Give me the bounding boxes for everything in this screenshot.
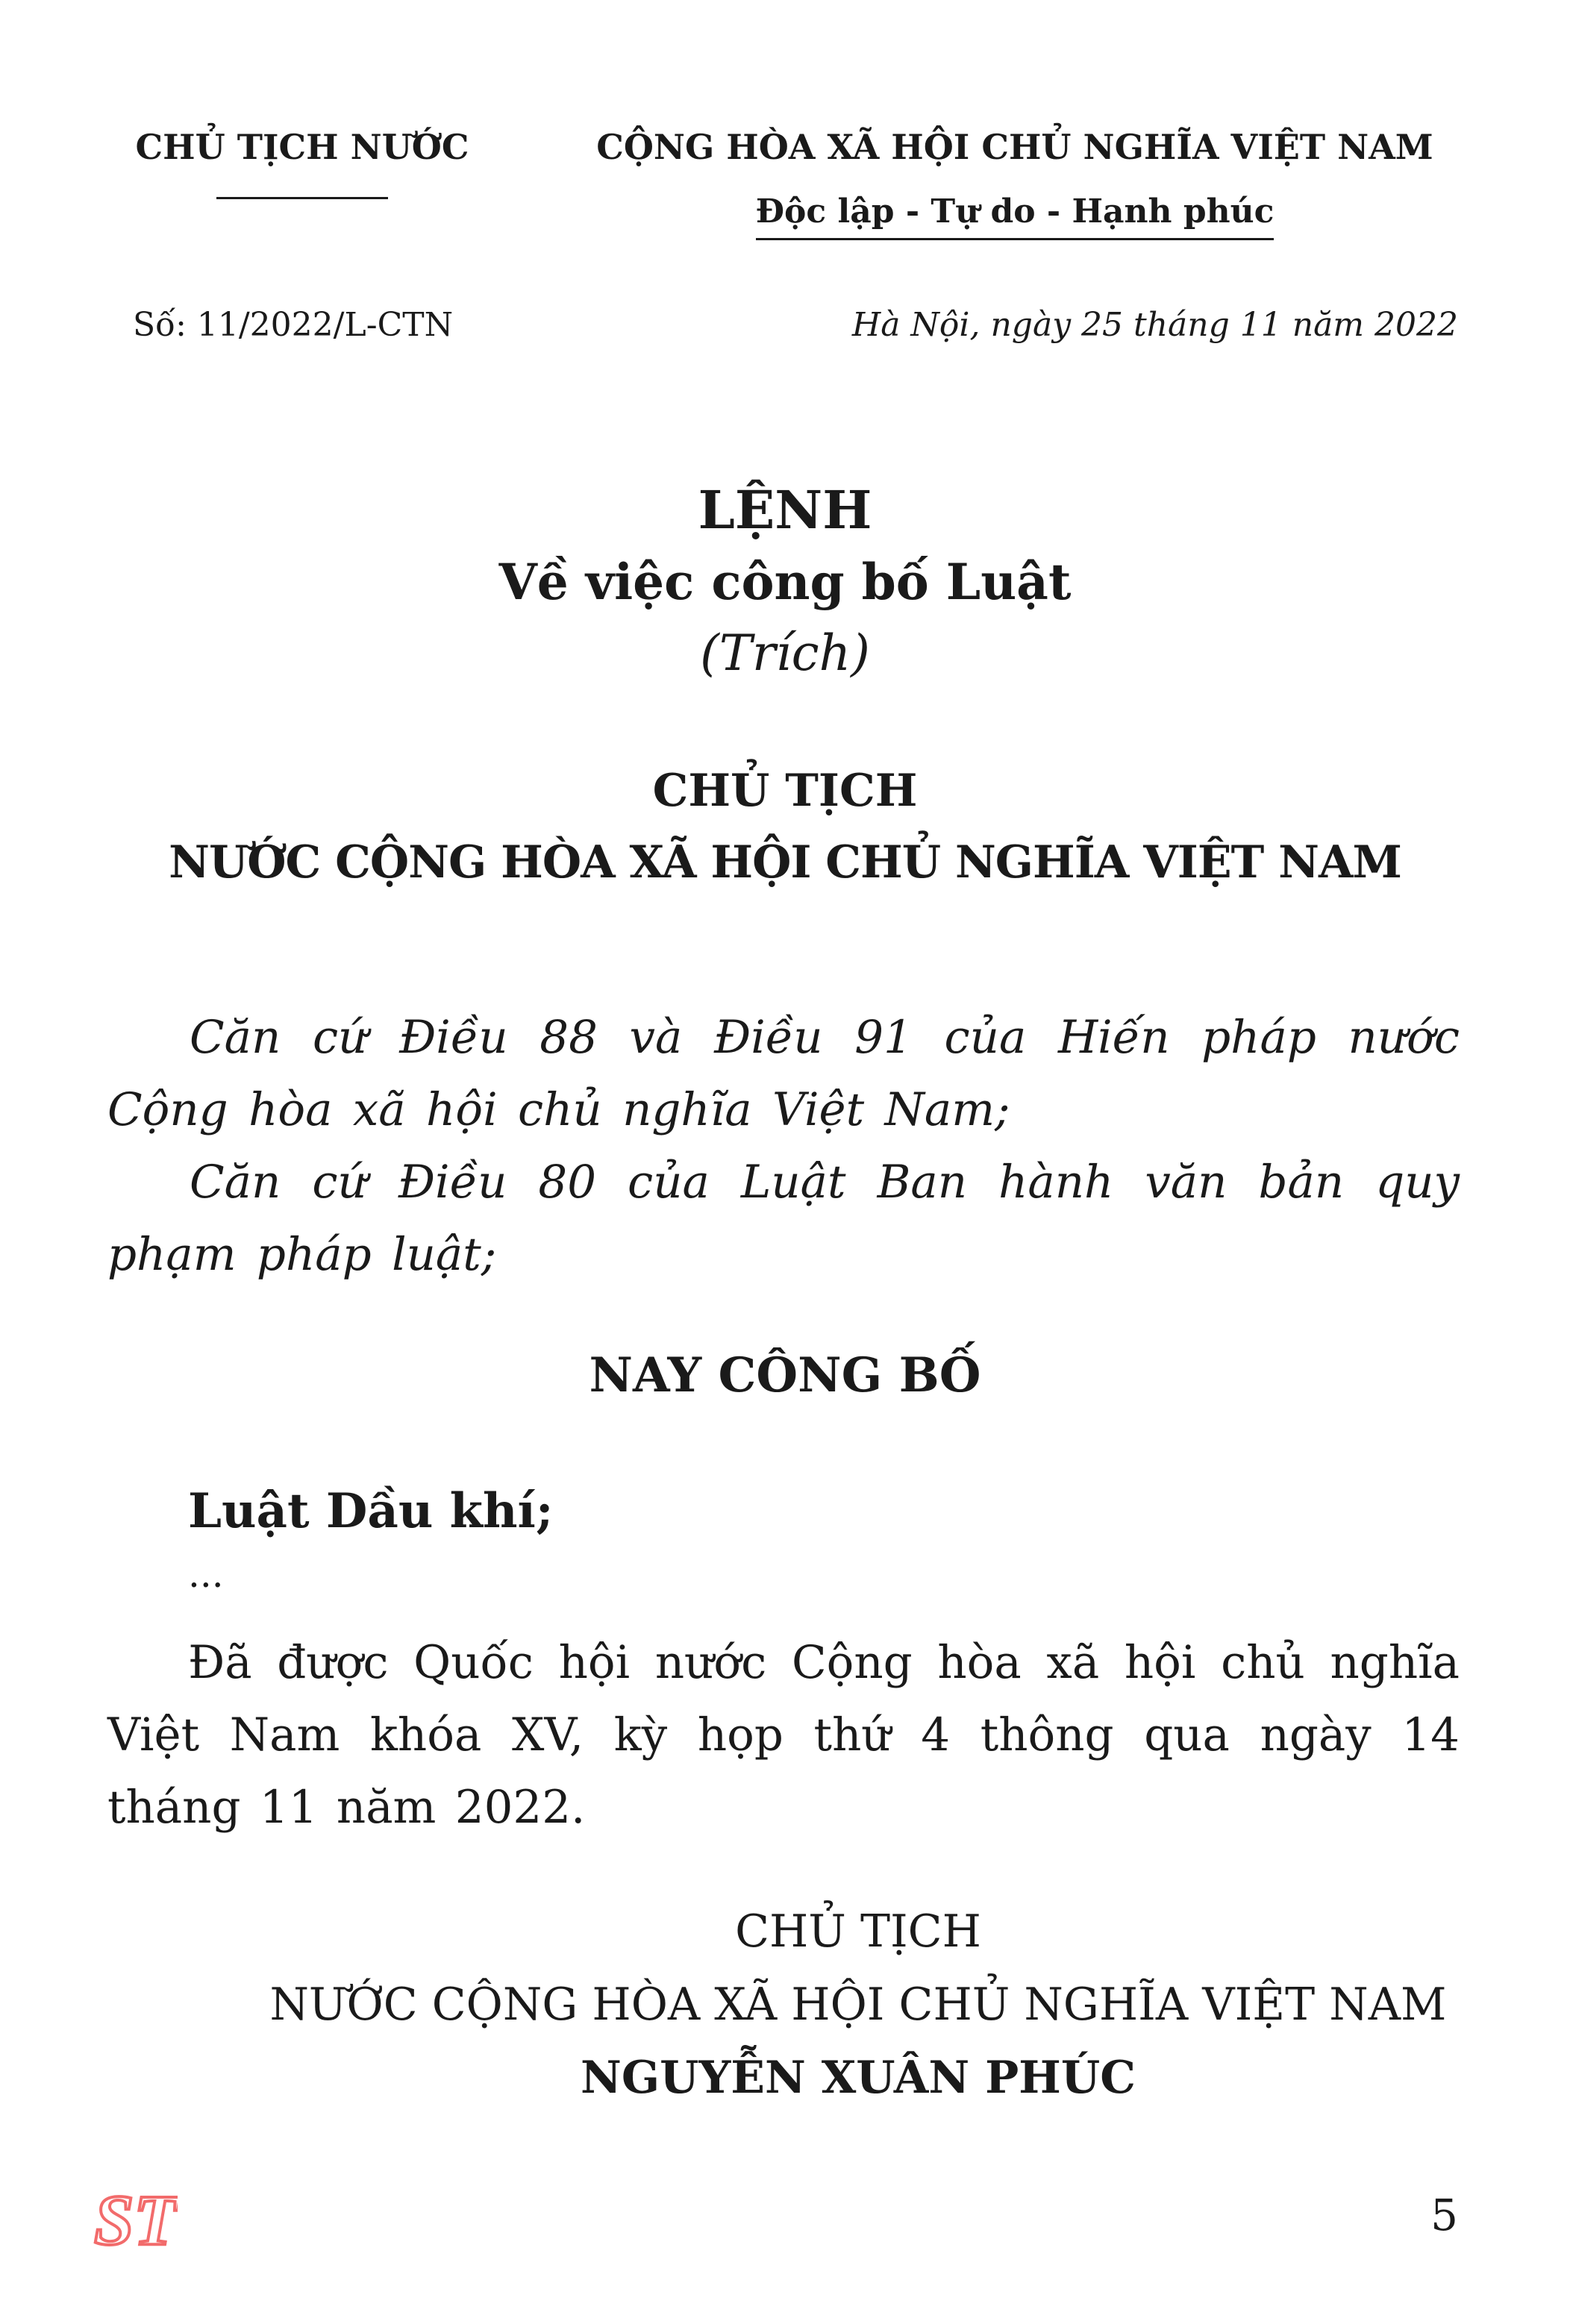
- issuing-agency: CHỦ TỊCH NƯỚC: [135, 127, 469, 167]
- agency-underline: [216, 197, 388, 199]
- document-title-block: [0, 474, 1570, 689]
- legal-basis-item: Căn cứ Điều 88 và Điều 91 của Hiến pháp nước Cộng hòa xã hội chủ nghĩa Việt Nam;: [107, 1011, 1460, 1136]
- omission-ellipsis: ...: [188, 1553, 224, 1596]
- issuer-organization: NƯỚC CỘNG HÒA XÃ HỘI CHỦ NGHĨA VIỆT NAM: [169, 836, 1401, 889]
- place-and-date: Hà Nội, ngày 25 tháng 11 năm 2022: [851, 306, 1458, 344]
- proclamation-heading: NAY CÔNG BỐ: [589, 1347, 981, 1403]
- reference-number: Số: 11/2022/L-CTN: [133, 306, 454, 344]
- national-motto: Độc lập - Tự do - Hạnh phúc: [756, 192, 1275, 240]
- legal-basis-item: Căn cứ Điều 80 của Luật Ban hành văn bản quy phạm pháp luật;: [107, 1156, 1460, 1281]
- legal-basis: [107, 1001, 1460, 1291]
- law-name: Luật Dầu khí;: [188, 1483, 554, 1539]
- signer-organization: NƯỚC CỘNG HÒA XÃ HỘI CHỦ NGHĨA VIỆT NAM: [269, 1979, 1447, 2031]
- issuer-block: [0, 755, 1570, 898]
- issuing-agency-block: [112, 127, 492, 199]
- document-type: LỆNH: [698, 479, 872, 541]
- signer-title: CHỦ TỊCH: [735, 1905, 981, 1958]
- st-watermark-logo: [88, 2171, 178, 2261]
- adoption-statement: [107, 1626, 1460, 1844]
- page-number: 5: [1430, 2190, 1458, 2240]
- signature-block: [224, 1895, 1492, 2114]
- national-title-block: [567, 127, 1463, 240]
- adoption-text: Đã được Quốc hội nước Cộng hòa xã hội chủ nghĩa Việt Nam khóa XV, kỳ họp thứ 4 thông qua ngày 14 tháng 11 năm 2022.: [107, 1636, 1460, 1834]
- watermark-text: ST: [94, 2180, 178, 2260]
- excerpt-note: (Trích): [700, 624, 870, 682]
- nation-name: CỘNG HÒA XÃ HỘI CHỦ NGHĨA VIỆT NAM: [596, 127, 1433, 167]
- document-subject: Về việc công bố Luật: [498, 553, 1072, 611]
- signer-name: NGUYỄN XUÂN PHÚC: [581, 2052, 1136, 2104]
- issuer-title: CHỦ TỊCH: [652, 765, 918, 817]
